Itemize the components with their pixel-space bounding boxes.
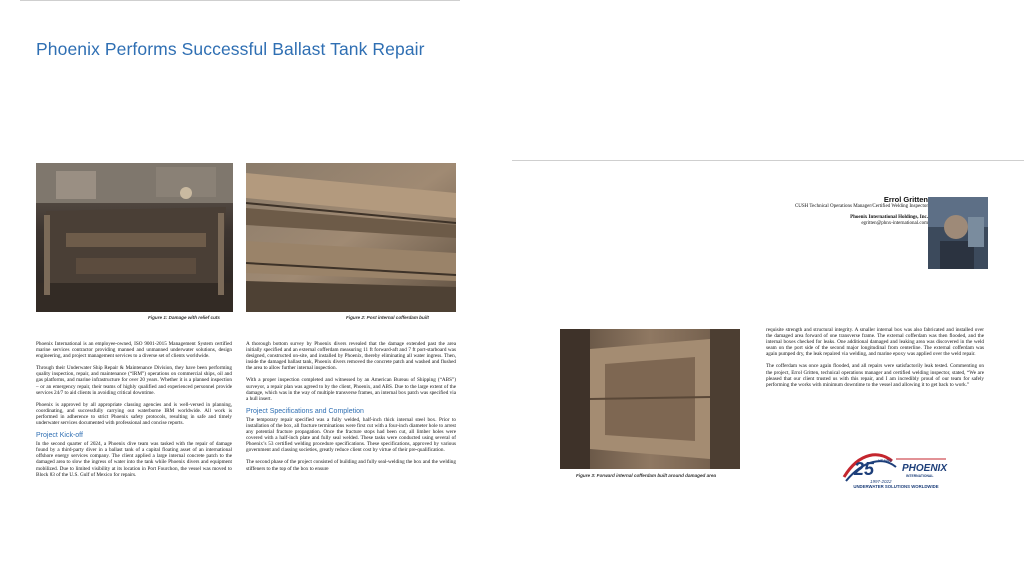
- contact-company: Phoenix International Holdings, Inc.: [850, 215, 928, 220]
- paragraph: requisite strength and structural integrity. A smaller internal box was also fabricated and installed over the damaged area forward of one transverse frame. The external cofferdam was then flooded, and the internal boxes checked for leaks. One additional damaged and leaking area was discovered in the weld seam on the port side of the second major longitudinal from centerline. The external cofferdam was again pumped dry, the leak repaired via welding, and marine epoxy was applied over the weld repair.: [766, 327, 984, 358]
- internal-cofferdam-photo: [560, 329, 740, 469]
- paragraph: The cofferdam was once again flooded, and all repairs were satisfactorily leak tested. Commenting on the project, Errol Gritten, technical operations manager and certified welding inspector, stated, “We are pleased that our client trusted us with this repair, and I am incredibly proud of our team for safely performing the works with minimum downtime to the vessel and allowing it to get back to work.”: [766, 363, 984, 388]
- document-page-1: [20, 0, 460, 577]
- contact-role: CUSH Technical Operations Manager/Certified Welding Inspector: [794, 204, 928, 209]
- contact-photo: [928, 197, 988, 269]
- contact-email: egritten@phnx-international.com: [861, 221, 928, 226]
- article-column-1: [36, 341, 232, 484]
- figure-2-caption: Figure 2: Post internal cofferdam built: [346, 315, 429, 320]
- phoenix-25-years-logo: [840, 447, 952, 489]
- cofferdam-photo: [246, 163, 456, 312]
- article-column-2: [246, 341, 456, 478]
- damage-photo: [36, 163, 233, 312]
- paragraph: With a proper inspection completed and witnessed by an American Bureau of Shipping (“ABS”) surveyor, a repair plan was agreed to by the client, Phoenix, and ABS. Due to the large extent of the damage, which was in the way of multiple transverse frames, an internal box patch was specified via a hull insert.: [246, 377, 456, 402]
- paragraph: The temporary repair specified was a fully welded, half-inch thick internal steel box. Prior to installation of the box, all fracture terminations were first cut with a four-inch diameter hole to arrest any potential fracture propagation. Once the fracture stops had been cut, all limber holes were covered with a half-inch plate and fully seal welded. These tasks were conducted using several of Phoenix’s 53 certified welding procedure specifications. These specifications, approved by various government and classing societies, greatly reduce client cost by virtue of their pre-qualification.: [246, 416, 456, 454]
- logo-years-number: 25: [854, 459, 875, 479]
- figure-3-caption: Figure 3: Forward internal cofferdam built around damaged area: [576, 473, 717, 478]
- paragraph: Through their Underwater Ship Repair & Maintenance Division, they have been performing quality inspection, repair, and maintenance (“IRM”) operations on commercial ships, oil and gas platforms, and marine infrastructure for over 20 years. Whether it is a planned inspection – or an emergency repair, their teams of highly qualified and experienced personnel provide services 24/7 to aid clients in avoiding critical downtime.: [36, 365, 232, 396]
- section-heading: Project Kick-off: [36, 432, 83, 440]
- logo-brand: PHOENIX: [902, 463, 948, 474]
- contact-block: [795, 195, 928, 227]
- paragraph: Phoenix is approved by all appropriate classing agencies and is well-versed in planning, coordinating, and successfully carrying out waterborne IRM worldwide. All work is performed in adherence to strict Phoenix safety protocols, resulting in safe and timely underwater services documented with professional and concise reports.: [36, 401, 232, 427]
- article-column-3: [766, 327, 984, 394]
- figure-1-caption: Figure 1: Damage with relief cuts: [148, 315, 220, 320]
- paragraph: The second phase of the project consisted of building and fully seal-welding the box and the welding stiffeners to the top of the box to ensure: [246, 459, 456, 472]
- logo-tagline: UNDERWATER SOLUTIONS WORLDWIDE: [853, 484, 939, 489]
- article-title: Phoenix Performs Successful Ballast Tank Repair: [36, 39, 425, 59]
- logo-brand-sub: INTERNATIONAL: [906, 474, 934, 478]
- paragraph: In the second quarter of 2024, a Phoenix dive team was tasked with the repair of damage found by a third-party diver in a ballast tank of a capital floating asset of an international offshore energy services company. The client applied a large internal concrete patch to the damaged area to slow the ingress of water into the tank while Phoenix divers and equipment mobilized. Due to limited visibility at its location in Port Fourchon, the vessel was moved to Block 83 of the U.S. Gulf of Mexico for repairs.: [36, 441, 232, 478]
- paragraph: A thorough bottom survey by Phoenix divers revealed that the damage extended past the area initially specified and an external cofferdam measuring 11 ft forward-aft and 7 ft port-starboard was designed, constructed on-site, and installed by Phoenix, thereby eliminating all water ingress. Then, inside the damaged ballast tank, Phoenix divers removed the concrete patch and washed and flushed the area to allow further internal inspection.: [246, 341, 456, 372]
- paragraph: Phoenix International is an employee-owned, ISO 9001-2015 Management System certified marine services contractor providing manned and unmanned underwater solutions, design engineering, and project management services to a diverse set of clients worldwide.: [36, 341, 232, 360]
- section-heading: Project Specifications and Completion: [246, 407, 364, 415]
- logo-dates: 1997-2022: [870, 479, 892, 484]
- document-page-2: [512, 160, 1024, 501]
- logo-years-word: YEARS: [878, 458, 892, 463]
- contact-name: Errol Gritten: [883, 195, 928, 204]
